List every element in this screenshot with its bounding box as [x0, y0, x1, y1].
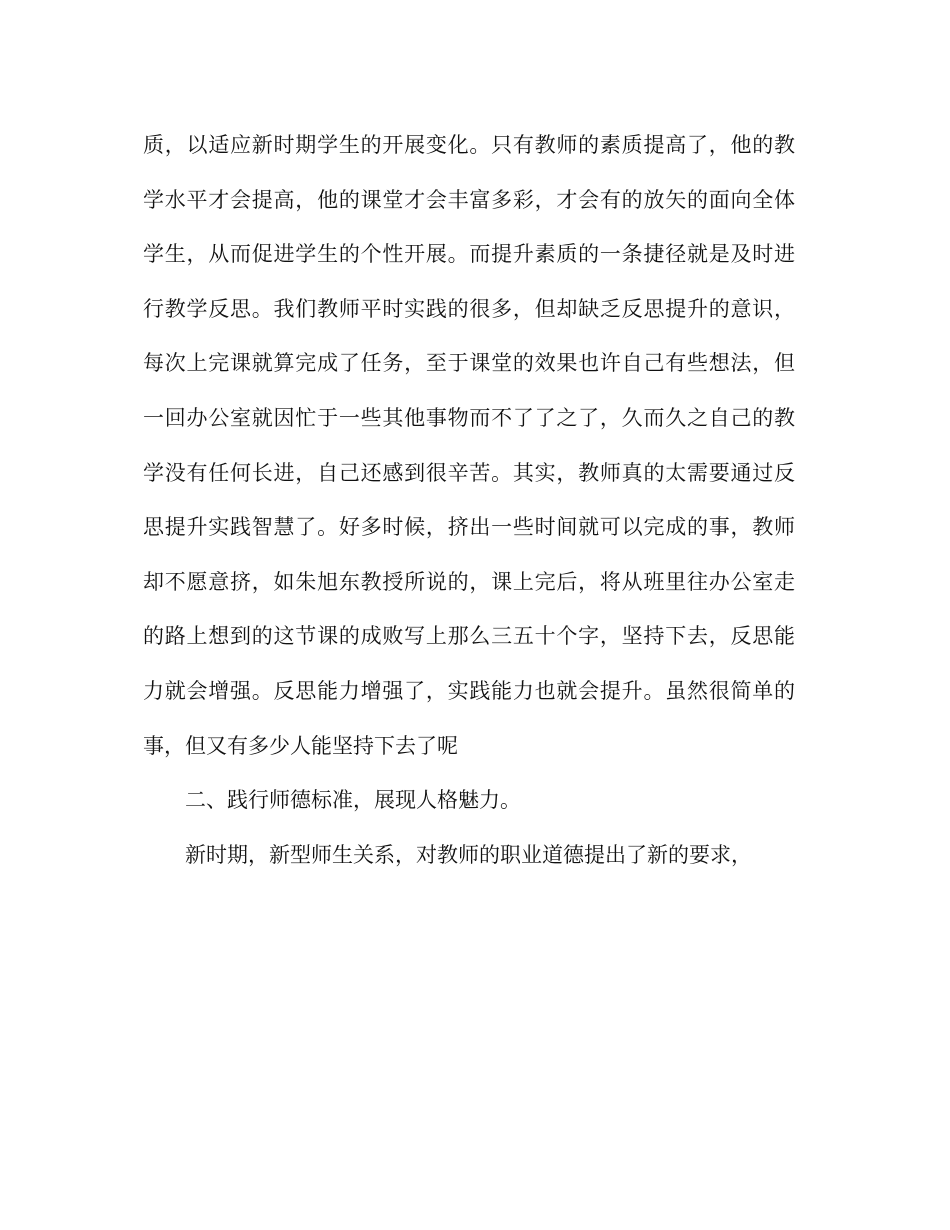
paragraph-line-8: 思提升实践智慧了。好多时候，挤出一些时间就可以完成的事，教师 [143, 515, 795, 540]
paragraph-line-9: 却不愿意挤，如朱旭东教授所说的，课上完后，将从班里往办公室走 [143, 569, 795, 594]
paragraph-line-5: 每次上完课就算完成了任务，至于课堂的效果也许自己有些想法，但 [143, 351, 795, 376]
paragraph-line-1: 质，以适应新时期学生的开展变化。只有教师的素质提高了，他的教 [143, 133, 795, 157]
paragraph-line-11: 力就会增强。反思能力增强了，实践能力也就会提升。虽然很简单的 [143, 678, 795, 703]
paragraph-line-7: 学没有任何长进，自己还感到很辛苦。其实，教师真的太需要通过反 [143, 460, 795, 485]
paragraph-line-3: 学生，从而促进学生的个性开展。而提升素质的一条捷径就是及时进 [143, 242, 795, 267]
paragraph-line-2: 学水平才会提高，他的课堂才会丰富多彩，才会有的放矢的面向全体 [143, 187, 795, 212]
paragraph-line-10: 的路上想到的这节课的成败写上那么三五十个字，坚持下去，反思能 [143, 624, 795, 649]
paragraph-line-12: 事，但又有多少人能坚持下去了呢 [143, 733, 458, 758]
paragraph-start-line: 新时期，新型师生关系，对教师的职业道德提出了新的要求， [185, 842, 752, 867]
paragraph-line-4: 行教学反思。我们教师平时实践的很多，但却缺乏反思提升的意识， [143, 296, 795, 321]
document-body [143, 118, 823, 882]
section-heading: 二、践行师德标准，展现人格魅力。 [185, 788, 521, 813]
paragraph-line-6: 一回办公室就因忙于一些其他事物而不了了之了，久而久之自己的教 [143, 405, 795, 430]
